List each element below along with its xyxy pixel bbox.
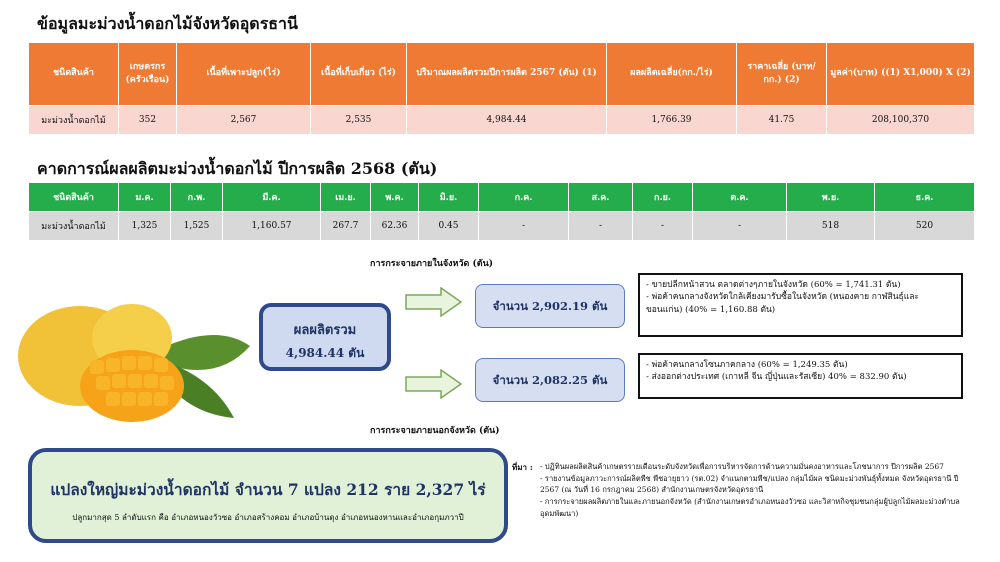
source-list — [540, 461, 972, 519]
table-cell: - — [633, 212, 693, 241]
summary-sub: ปลูกมากสุด 5 ลำดับแรก คือ อำเภอหนองวัวซอ อำเภอสร้างคอม อำเภอบ้านดุง อำเภอหนองหานและอำเภอกุมภวาปี — [72, 513, 464, 522]
table-cell: 4,984.44 — [407, 106, 607, 135]
col-total-yield: ปริมาณผลผลิตรวมปีการผลิต 2567 (ตัน) (1) — [407, 43, 607, 106]
col-month: พ.ค. — [371, 183, 419, 212]
col-month: เม.ย. — [321, 183, 371, 212]
col-month: พ.ย. — [787, 183, 875, 212]
table-cell: - — [479, 212, 569, 241]
table-cell: มะม่วงน้ำดอกไม้ — [29, 106, 119, 135]
table-cell: 62.36 — [371, 212, 419, 241]
outside-note-line: - พ่อค้าคนกลางโซนภาคกลาง (60% = 1,249.35 ตัน) — [646, 360, 848, 370]
large-plot-summary — [28, 448, 508, 543]
table-cell: 352 — [119, 106, 177, 135]
col-month: ธ.ค. — [875, 183, 975, 212]
table-cell: มะม่วงน้ำดอกไม้ — [29, 212, 119, 241]
source-item: - ปฏิทินผลผลิตสินค้าเกษตรรายเดือนระดับจังหวัดเพื่อการบริหารจัดการด้านความมั่นคงอาหารและโภชนาการ ปีการผลิต 2567 — [540, 462, 944, 471]
col-month: ส.ค. — [569, 183, 633, 212]
table-cell: - — [569, 212, 633, 241]
summary-headline: แปลงใหญ่มะม่วงน้ำดอกไม้ จำนวน 7 แปลง 212 ราย 2,327 ไร่ — [50, 480, 486, 499]
inside-distribution-caption: การกระจายภายในจังหวัด (ตัน) — [370, 259, 494, 269]
col-month: มิ.ย. — [419, 183, 479, 212]
arrow-right-icon — [405, 287, 463, 317]
total-value: 4,984.44 ตัน — [285, 346, 365, 360]
outside-note-line: - ส่งออกต่างประเทศ (เกาหลี จีน ญี่ปุ่นและรัสเซีย) 40% = 832.90 ตัน) — [646, 372, 907, 383]
col-value: มูลค่า(บาท) ((1) X1,000) X (2) — [827, 43, 975, 106]
inside-note-line: - พ่อค้าคนกลางจังหวัดใกล้เคียงมารับซื้อในจังหวัด (หนองคาย กาฬสินธุ์และขอนแก่น) (40% = 1,160.88 ตัน) — [646, 292, 919, 315]
col-average-yield: ผลผลิตเฉลี่ย(กก./ไร่) — [607, 43, 737, 106]
table-cell: 0.45 — [419, 212, 479, 241]
col-month: ก.พ. — [171, 183, 223, 212]
forecast-table — [28, 182, 975, 241]
col-month: ก.ค. — [479, 183, 569, 212]
outside-amount-box: จำนวน 2,082.25 ตัน — [475, 358, 625, 402]
table-cell: 267.7 — [321, 212, 371, 241]
table-cell: 518 — [787, 212, 875, 241]
col-month: ก.ย. — [633, 183, 693, 212]
table-cell: 1,325 — [119, 212, 171, 241]
title-production-info: ข้อมูลมะม่วงน้ำดอกไม้จังหวัดอุดรธานี — [37, 14, 298, 33]
source-label: ที่มา : — [512, 462, 533, 472]
total-label: ผลผลิตรวม — [293, 323, 357, 338]
col-planted-area: เนื้อที่เพาะปลูก(ไร่) — [177, 43, 311, 106]
col-average-price: ราคาเฉลี่ย (บาท/กก.) (2) — [737, 43, 827, 106]
col-month: มี.ค. — [223, 183, 321, 212]
table-cell: - — [693, 212, 787, 241]
source-item: - รายงานข้อมูลภาวะการณ์ผลิตพืช พืชอายุยาว (รต.02) จำแนกตามพืช/แปลง กลุ่มไม้ผล ชนิดมะม่วงพันธุ์ทั้งหมด จังหวัดอุดรธานี ปี 2567 (ณ วันที่ 16 กรกฎาคม 2568) สำนักงานเกษตรจังหวัดอุดรธานี — [540, 473, 959, 495]
inside-amount-box: จำนวน 2,902.19 ตัน — [475, 284, 625, 328]
table-cell: 2,567 — [177, 106, 311, 135]
table-cell: 2,535 — [311, 106, 407, 135]
table-cell: 208,100,370 — [827, 106, 975, 135]
col-farmers: เกษตรกร (ครัวเรือน) — [119, 43, 177, 106]
leaf-icon — [162, 335, 250, 370]
table-cell: 1,525 — [171, 212, 223, 241]
title-forecast: คาดการณ์ผลผลิตมะม่วงน้ำดอกไม้ ปีการผลิต 2568 (ตัน) — [37, 159, 438, 178]
col-harvested-area: เนื้อที่เก็บเกี่ยว (ไร่) — [311, 43, 407, 106]
total-production-box — [259, 303, 391, 371]
table-cell: 1,766.39 — [607, 106, 737, 135]
table-row — [29, 106, 975, 135]
col-product: ชนิดสินค้า — [29, 43, 119, 106]
table-cell: 520 — [875, 212, 975, 241]
table-cell: 41.75 — [737, 106, 827, 135]
inside-notes-box — [638, 273, 963, 337]
col-month: ม.ค. — [119, 183, 171, 212]
production-table — [28, 42, 975, 135]
outside-distribution-caption: การกระจายภายนอกจังหวัด (ตัน) — [370, 426, 500, 436]
col-month: ต.ค. — [693, 183, 787, 212]
source-item: - การกระจายผลผลิตภายในและภายนอกจังหวัด (สำนักงานเกษตรอำเภอหนองวัวซอ และวิสาหกิจชุมชนกลุ่มผู้ปลูกไม้ผลมะม่วงตำบลอุดมพัฒนา) — [540, 496, 960, 518]
mango-illustration — [12, 268, 252, 438]
diced-mango-icon — [80, 350, 184, 422]
col-product: ชนิดสินค้า — [29, 183, 119, 212]
inside-note-line: - ขายปลีกหน้าสวน ตลาดต่างๆภายในจังหวัด (60% = 1,741.31 ตัน) — [646, 280, 901, 290]
outside-notes-box — [638, 353, 963, 399]
table-cell: 1,160.57 — [223, 212, 321, 241]
arrow-right-icon — [405, 369, 463, 399]
table-row — [29, 212, 975, 241]
